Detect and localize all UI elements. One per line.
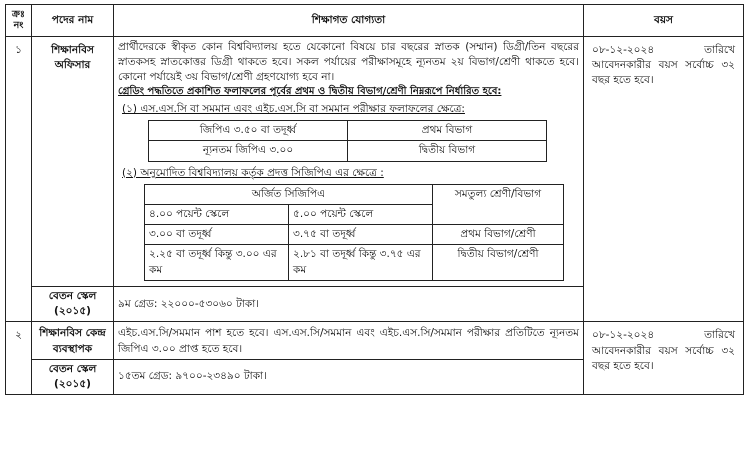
row2-age: ০৮-১২-২০২৪ তারিখে আবেদনকারীর বয়স সর্বোচ্চ ৩২ বছর হতে হবে।: [584, 322, 744, 395]
cgpa-4-cell: ৩.০০ বা তদূর্ধ্ব: [145, 225, 289, 245]
gpa-cell: জিপিএ ৩.৫০ বা তদূর্ধ্ব: [149, 121, 348, 141]
gpa-table: [148, 120, 547, 161]
row2-serial: ২: [6, 322, 32, 395]
job-qualification-table: [5, 4, 744, 395]
cgpa-5-cell: ২.৮১ বা তদূর্ধ্ব কিন্তু ৩.৭৫ এর কম: [289, 245, 433, 280]
age-header: বয়স: [584, 5, 744, 37]
table-row: [149, 121, 547, 141]
table-row: [149, 141, 547, 161]
row2-qualification: এইচ.এস.সি/সমমান পাশ হতে হবে। এস.এস.সি/সমমান এবং এইচ.এস.সি/সমমান পরীক্ষার প্রতিটিতে ন্যূনতম জিপিএ ৩.০০ প্রাপ্ত হতে হবে।: [114, 322, 584, 359]
row1-pay-scale-label: বেতন স্কেল (২০১৫): [32, 286, 114, 321]
division-cell: দ্বিতীয় বিভাগ: [348, 141, 547, 161]
row2-pay-scale-label: বেতন স্কেল (২০১৫): [32, 359, 114, 394]
equivalent-cell: দ্বিতীয় বিভাগ/শ্রেণী: [433, 245, 564, 280]
row1-post-name: শিক্ষানবিস অফিসার: [32, 36, 114, 286]
table-row: [145, 184, 564, 204]
table-row: [145, 245, 564, 280]
cgpa-4-cell: ২.২৫ বা তদূর্ধ্ব কিন্তু ৩.০০ এর কম: [145, 245, 289, 280]
row1-pay-scale-value: ৯ম গ্রেড: ২২০০০-৫৩০৬০ টাকা।: [114, 286, 584, 321]
university-heading: (২) অনুমোদিত বিশ্ববিদ্যালয় কর্তৃক প্রদত্ত সিজিপিএ এর ক্ষেত্রে :: [122, 166, 384, 179]
row1-age: ০৮-১২-২০২৪ তারিখে আবেদনকারীর বয়স সর্বোচ্চ ৩২ বছর হতে হবে।: [584, 36, 744, 322]
cgpa-table: [144, 184, 564, 281]
division-cell: প্রথম বিভাগ: [348, 121, 547, 141]
row1-qualification-text: প্রার্থীদেরকে স্বীকৃত কোন বিশ্ববিদ্যালয় হতে যেকোনো বিষয়ে চার বছরের স্নাতক (সম্মান) ডিগ্রী/তিন বছরের স্নাতকসহ স্নাতকোত্তর ডিগ্রী থাকতে হবে। সকল পর্যায়ের পরীক্ষাসমূহে ন্যূনতম ২য় বিভাগ/শ্রেণী থাকতে হবে। কোনো পর্যায়েই ৩য় বিভাগ/শ্রেণী গ্রহণযোগ্য হবে না।: [118, 40, 579, 84]
equivalent-cell: প্রথম বিভাগ/শ্রেণী: [433, 225, 564, 245]
row1-serial: ১: [6, 36, 32, 322]
row2-pay-scale-value: ১৫তম গ্রেড: ৯৭০০-২৩৪৯০ টাকা।: [114, 359, 584, 394]
row1-qualification: [114, 36, 584, 286]
qualification-header: শিক্ষাগত যোগ্যতা: [114, 5, 584, 37]
gpa-cell: ন্যূনতম জিপিএ ৩.০০: [149, 141, 348, 161]
table-header-row: [6, 5, 744, 37]
grading-heading: গ্রেডিং পদ্ধতিতে প্রকাশিত ফলাফলের পূর্বের প্রথম ও দ্বিতীয় বিভাগ/শ্রেণী নিম্নরূপে নির্ধারিত হবে:: [118, 86, 502, 98]
table-row: [6, 36, 744, 286]
table-row: [145, 225, 564, 245]
scale-5-header: ৫.০০ পয়েন্ট স্কেলে: [289, 205, 433, 225]
cgpa-5-cell: ৩.৭৫ বা তদূর্ধ্ব: [289, 225, 433, 245]
post-name-header: পদের নাম: [32, 5, 114, 37]
table-row: [6, 322, 744, 359]
serial-header: ক্রঃ নং: [6, 5, 32, 37]
scale-4-header: ৪.০০ পয়েন্ট স্কেলে: [145, 205, 289, 225]
row2-post-name: শিক্ষানবিস কেন্দ্র ব্যবস্থাপক: [32, 322, 114, 359]
ssc-hsc-heading: (১) এস.এস.সি বা সমমান এবং এইচ.এস.সি বা সমমান পরীক্ষার ফলাফলের ক্ষেত্রে:: [122, 102, 465, 115]
cgpa-header: অর্জিত সিজিপিএ: [145, 184, 433, 204]
equivalent-header: সমতুল্য শ্রেণী/বিভাগ: [433, 184, 564, 224]
